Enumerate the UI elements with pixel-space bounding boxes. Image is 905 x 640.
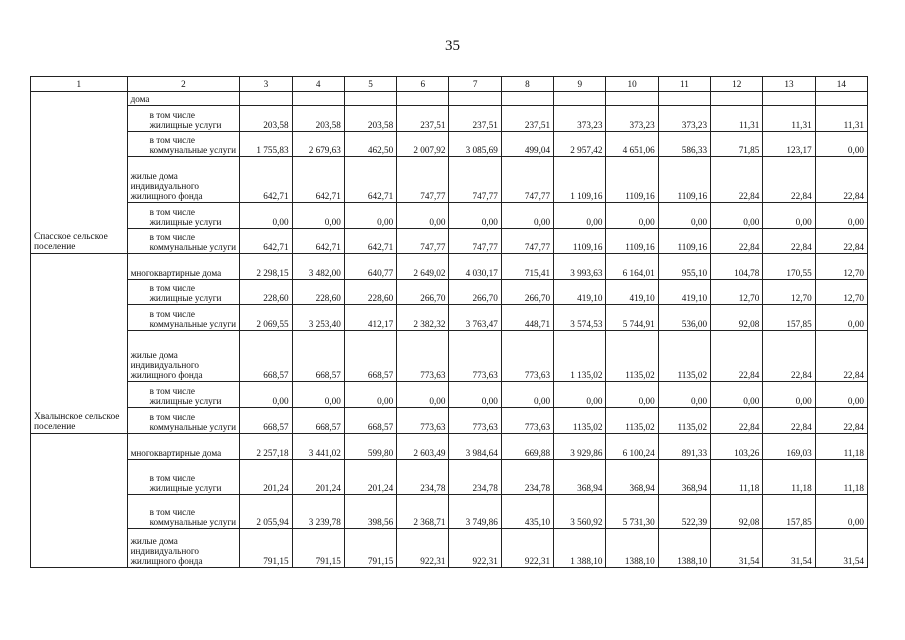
value-cell: 103,26 <box>711 433 763 459</box>
table-row <box>31 382 868 408</box>
value-cell: 201,24 <box>240 459 292 494</box>
value-cell: 747,77 <box>449 229 501 254</box>
value-cell: 12,70 <box>815 253 867 279</box>
value-cell: 668,57 <box>344 330 396 381</box>
value-cell: 11,18 <box>815 433 867 459</box>
value-cell: 419,10 <box>606 279 658 305</box>
column-header: 1 <box>31 77 128 92</box>
value-cell: 0,00 <box>397 382 449 408</box>
column-header: 14 <box>815 77 867 92</box>
table-row <box>31 459 868 494</box>
value-cell: 2 055,94 <box>240 494 292 528</box>
value-cell: 12,70 <box>763 279 815 305</box>
row-label: в том числе коммунальные услуги <box>127 494 240 528</box>
value-cell: 266,70 <box>397 279 449 305</box>
value-cell <box>554 92 606 106</box>
value-cell: 234,78 <box>501 459 553 494</box>
value-cell: 599,80 <box>344 433 396 459</box>
value-cell: 668,57 <box>240 330 292 381</box>
value-cell: 0,00 <box>658 382 710 408</box>
value-cell: 373,23 <box>658 105 710 131</box>
value-cell: 642,71 <box>292 229 344 254</box>
value-cell: 22,84 <box>815 157 867 203</box>
value-cell: 1135,02 <box>554 408 606 434</box>
value-cell: 0,00 <box>344 203 396 229</box>
table-row <box>31 330 868 381</box>
column-header: 7 <box>449 77 501 92</box>
value-cell: 2 257,18 <box>240 433 292 459</box>
value-cell: 0,00 <box>763 203 815 229</box>
column-header: 3 <box>240 77 292 92</box>
value-cell: 922,31 <box>501 529 553 568</box>
value-cell: 0,00 <box>658 203 710 229</box>
value-cell: 0,00 <box>815 131 867 157</box>
value-cell: 201,24 <box>292 459 344 494</box>
value-cell: 773,63 <box>449 408 501 434</box>
page-number: 35 <box>445 38 460 54</box>
value-cell: 0,00 <box>501 382 553 408</box>
value-cell: 11,18 <box>711 459 763 494</box>
table-row <box>31 279 868 305</box>
value-cell: 747,77 <box>501 157 553 203</box>
table-row <box>31 157 868 203</box>
value-cell: 669,88 <box>501 433 553 459</box>
column-header: 2 <box>127 77 240 92</box>
value-cell <box>240 92 292 106</box>
value-cell: 747,77 <box>397 229 449 254</box>
value-cell: 104,78 <box>711 253 763 279</box>
value-cell: 2 957,42 <box>554 131 606 157</box>
value-cell: 3 253,40 <box>292 305 344 331</box>
value-cell: 0,00 <box>501 203 553 229</box>
value-cell: 642,71 <box>292 157 344 203</box>
value-cell: 228,60 <box>292 279 344 305</box>
value-cell: 2 649,02 <box>397 253 449 279</box>
value-cell: 3 441,02 <box>292 433 344 459</box>
value-cell: 0,00 <box>240 382 292 408</box>
value-cell: 2 368,71 <box>397 494 449 528</box>
value-cell: 228,60 <box>344 279 396 305</box>
value-cell: 3 993,63 <box>554 253 606 279</box>
value-cell: 3 984,64 <box>449 433 501 459</box>
value-cell: 1388,10 <box>658 529 710 568</box>
value-cell: 462,50 <box>344 131 396 157</box>
value-cell: 0,00 <box>240 203 292 229</box>
value-cell: 234,78 <box>397 459 449 494</box>
value-cell: 22,84 <box>711 330 763 381</box>
header-row <box>31 77 868 92</box>
value-cell: 1 755,83 <box>240 131 292 157</box>
settlement-name <box>31 433 128 567</box>
value-cell <box>501 92 553 106</box>
value-cell: 3 749,86 <box>449 494 501 528</box>
value-cell: 791,15 <box>240 529 292 568</box>
value-cell: 0,00 <box>606 203 658 229</box>
value-cell: 11,18 <box>763 459 815 494</box>
column-header: 12 <box>711 77 763 92</box>
value-cell: 536,00 <box>658 305 710 331</box>
value-cell: 11,31 <box>815 105 867 131</box>
value-cell: 373,23 <box>554 105 606 131</box>
value-cell: 642,71 <box>240 229 292 254</box>
row-label: дома <box>127 92 240 106</box>
value-cell: 4 030,17 <box>449 253 501 279</box>
row-label: в том числе коммунальные услуги <box>127 229 240 254</box>
value-cell: 1109,16 <box>554 229 606 254</box>
row-label: в том числе жилищные услуги <box>127 459 240 494</box>
value-cell: 773,63 <box>501 408 553 434</box>
value-cell <box>344 92 396 106</box>
value-cell: 22,84 <box>763 330 815 381</box>
value-cell: 368,94 <box>554 459 606 494</box>
value-cell: 3 085,69 <box>449 131 501 157</box>
value-cell: 5 744,91 <box>606 305 658 331</box>
value-cell: 922,31 <box>397 529 449 568</box>
value-cell: 1109,16 <box>606 229 658 254</box>
row-label: в том числе коммунальные услуги <box>127 131 240 157</box>
value-cell: 22,84 <box>711 229 763 254</box>
value-cell: 157,85 <box>763 494 815 528</box>
value-cell: 747,77 <box>449 157 501 203</box>
value-cell: 3 929,86 <box>554 433 606 459</box>
value-cell: 0,00 <box>554 203 606 229</box>
column-header: 4 <box>292 77 344 92</box>
value-cell: 398,56 <box>344 494 396 528</box>
value-cell: 2 679,63 <box>292 131 344 157</box>
value-cell: 773,63 <box>449 330 501 381</box>
value-cell: 0,00 <box>815 305 867 331</box>
value-cell: 169,03 <box>763 433 815 459</box>
row-label: в том числе коммунальные услуги <box>127 305 240 331</box>
value-cell: 1109,16 <box>606 157 658 203</box>
value-cell: 11,31 <box>763 105 815 131</box>
value-cell: 773,63 <box>397 330 449 381</box>
column-header: 5 <box>344 77 396 92</box>
column-header: 10 <box>606 77 658 92</box>
value-cell: 237,51 <box>449 105 501 131</box>
value-cell: 2 603,49 <box>397 433 449 459</box>
value-cell: 1388,10 <box>606 529 658 568</box>
settlement-name: Хвалынское сельское поселение <box>31 253 128 433</box>
row-label: жилые дома индивидуального жилищного фонда <box>127 157 240 203</box>
value-cell <box>449 92 501 106</box>
value-cell: 499,04 <box>501 131 553 157</box>
value-cell: 22,84 <box>763 408 815 434</box>
value-cell: 6 100,24 <box>606 433 658 459</box>
value-cell: 5 731,30 <box>606 494 658 528</box>
value-cell: 2 069,55 <box>240 305 292 331</box>
value-cell: 640,77 <box>344 253 396 279</box>
value-cell: 22,84 <box>763 229 815 254</box>
value-cell: 11,31 <box>711 105 763 131</box>
row-label: многоквартирные дома <box>127 433 240 459</box>
value-cell: 668,57 <box>292 408 344 434</box>
value-cell: 922,31 <box>449 529 501 568</box>
value-cell: 31,54 <box>763 529 815 568</box>
value-cell: 522,39 <box>658 494 710 528</box>
value-cell <box>658 92 710 106</box>
value-cell: 203,58 <box>292 105 344 131</box>
value-cell: 0,00 <box>449 203 501 229</box>
value-cell: 668,57 <box>240 408 292 434</box>
value-cell <box>397 92 449 106</box>
value-cell: 12,70 <box>815 279 867 305</box>
value-cell: 22,84 <box>815 330 867 381</box>
row-label: в том числе жилищные услуги <box>127 382 240 408</box>
value-cell: 448,71 <box>501 305 553 331</box>
value-cell: 1109,16 <box>658 229 710 254</box>
table-row <box>31 253 868 279</box>
value-cell: 1135,02 <box>606 408 658 434</box>
value-cell: 92,08 <box>711 305 763 331</box>
row-label: в том числе жилищные услуги <box>127 105 240 131</box>
tariff-table <box>30 76 868 568</box>
value-cell: 3 560,92 <box>554 494 606 528</box>
value-cell: 92,08 <box>711 494 763 528</box>
value-cell: 22,84 <box>815 229 867 254</box>
column-header: 11 <box>658 77 710 92</box>
value-cell: 0,00 <box>763 382 815 408</box>
value-cell: 368,94 <box>606 459 658 494</box>
row-label: в том числе жилищные услуги <box>127 279 240 305</box>
column-header: 8 <box>501 77 553 92</box>
value-cell: 715,41 <box>501 253 553 279</box>
value-cell: 1 135,02 <box>554 330 606 381</box>
table-row <box>31 529 868 568</box>
value-cell: 3 239,78 <box>292 494 344 528</box>
value-cell: 642,71 <box>344 229 396 254</box>
value-cell: 4 651,06 <box>606 131 658 157</box>
value-cell: 642,71 <box>240 157 292 203</box>
value-cell: 203,58 <box>240 105 292 131</box>
value-cell: 31,54 <box>711 529 763 568</box>
value-cell: 22,84 <box>815 408 867 434</box>
row-label: в том числе жилищные услуги <box>127 203 240 229</box>
value-cell <box>292 92 344 106</box>
settlement-name: Спасское сельское поселение <box>31 92 128 254</box>
value-cell: 237,51 <box>397 105 449 131</box>
value-cell: 1 388,10 <box>554 529 606 568</box>
value-cell: 773,63 <box>501 330 553 381</box>
value-cell: 642,71 <box>344 157 396 203</box>
value-cell: 0,00 <box>449 382 501 408</box>
table-row <box>31 229 868 254</box>
value-cell: 419,10 <box>658 279 710 305</box>
value-cell: 0,00 <box>815 203 867 229</box>
row-label: жилые дома индивидуального жилищного фонда <box>127 330 240 381</box>
value-cell: 1135,02 <box>606 330 658 381</box>
value-cell: 412,17 <box>344 305 396 331</box>
value-cell: 1135,02 <box>658 408 710 434</box>
value-cell: 31,54 <box>815 529 867 568</box>
value-cell: 2 382,32 <box>397 305 449 331</box>
value-cell: 0,00 <box>397 203 449 229</box>
value-cell <box>711 92 763 106</box>
table-row <box>31 131 868 157</box>
value-cell: 0,00 <box>292 382 344 408</box>
value-cell: 368,94 <box>658 459 710 494</box>
value-cell <box>606 92 658 106</box>
table-row <box>31 105 868 131</box>
value-cell: 791,15 <box>292 529 344 568</box>
value-cell: 3 482,00 <box>292 253 344 279</box>
value-cell: 435,10 <box>501 494 553 528</box>
value-cell: 6 164,01 <box>606 253 658 279</box>
value-cell: 157,85 <box>763 305 815 331</box>
table-row <box>31 494 868 528</box>
value-cell: 2 298,15 <box>240 253 292 279</box>
value-cell: 11,18 <box>815 459 867 494</box>
value-cell: 3 763,47 <box>449 305 501 331</box>
value-cell: 123,17 <box>763 131 815 157</box>
value-cell: 234,78 <box>449 459 501 494</box>
value-cell: 237,51 <box>501 105 553 131</box>
value-cell: 22,84 <box>711 408 763 434</box>
value-cell: 586,33 <box>658 131 710 157</box>
value-cell: 1 109,16 <box>554 157 606 203</box>
value-cell: 22,84 <box>763 157 815 203</box>
value-cell: 891,33 <box>658 433 710 459</box>
value-cell <box>815 92 867 106</box>
row-label: жилые дома индивидуального жилищного фонда <box>127 529 240 568</box>
value-cell: 373,23 <box>606 105 658 131</box>
value-cell: 0,00 <box>606 382 658 408</box>
row-label: многоквартирные дома <box>127 253 240 279</box>
column-header: 13 <box>763 77 815 92</box>
value-cell: 747,77 <box>501 229 553 254</box>
column-header: 9 <box>554 77 606 92</box>
value-cell: 201,24 <box>344 459 396 494</box>
column-header: 6 <box>397 77 449 92</box>
value-cell: 773,63 <box>397 408 449 434</box>
value-cell: 747,77 <box>397 157 449 203</box>
value-cell: 0,00 <box>815 494 867 528</box>
value-cell: 203,58 <box>344 105 396 131</box>
table-row <box>31 305 868 331</box>
value-cell: 228,60 <box>240 279 292 305</box>
value-cell: 22,84 <box>711 157 763 203</box>
value-cell: 266,70 <box>501 279 553 305</box>
table-row <box>31 92 868 106</box>
value-cell: 791,15 <box>344 529 396 568</box>
value-cell: 170,55 <box>763 253 815 279</box>
value-cell: 0,00 <box>711 203 763 229</box>
value-cell: 668,57 <box>292 330 344 381</box>
value-cell: 1109,16 <box>658 157 710 203</box>
value-cell: 0,00 <box>344 382 396 408</box>
value-cell: 0,00 <box>815 382 867 408</box>
value-cell: 266,70 <box>449 279 501 305</box>
value-cell: 419,10 <box>554 279 606 305</box>
value-cell: 0,00 <box>554 382 606 408</box>
value-cell: 2 007,92 <box>397 131 449 157</box>
table-row <box>31 433 868 459</box>
value-cell: 0,00 <box>292 203 344 229</box>
value-cell: 71,85 <box>711 131 763 157</box>
table-row <box>31 408 868 434</box>
value-cell <box>763 92 815 106</box>
value-cell: 668,57 <box>344 408 396 434</box>
table-body <box>31 77 868 568</box>
table-row <box>31 203 868 229</box>
value-cell: 955,10 <box>658 253 710 279</box>
value-cell: 0,00 <box>711 382 763 408</box>
value-cell: 12,70 <box>711 279 763 305</box>
row-label: в том числе коммунальные услуги <box>127 408 240 434</box>
value-cell: 1135,02 <box>658 330 710 381</box>
value-cell: 3 574,53 <box>554 305 606 331</box>
